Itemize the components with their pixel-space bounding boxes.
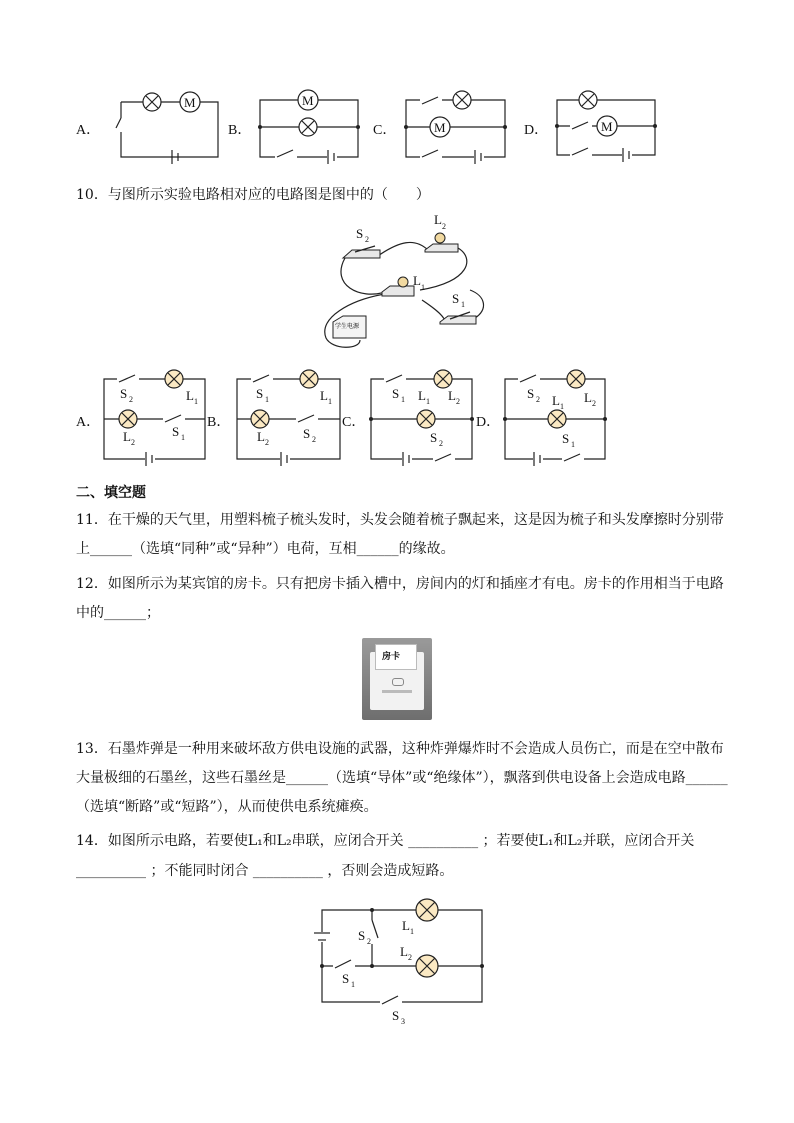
svg-text:1: 1 [461,300,465,309]
question-13-line2: 大量极细的石墨丝，这些石墨丝是______（选填“导体”或“绝缘体”），飘落到供电设备上会造成电路______ [76,770,728,786]
option-b-label: B． [228,123,252,138]
svg-text:L: L [257,429,265,444]
svg-text:1: 1 [410,927,414,936]
question-14-line2: __________ ；不能同时闭合 __________ ，否则会造成短路。 [76,863,454,879]
q10-option-c-label: C． [342,415,366,430]
svg-text:M: M [434,120,446,135]
svg-text:1: 1 [401,395,405,404]
svg-text:M: M [302,93,314,108]
svg-text:1: 1 [194,397,198,406]
question-11-line1: 11．在干燥的天气里，用塑料梳子梳头发时，头发会随着梳子飘起来，这是因为梳子和头发摩擦时分别带 [76,512,724,528]
svg-text:1: 1 [571,440,575,449]
svg-text:2: 2 [365,235,369,244]
svg-text:S: S [256,386,264,401]
svg-text:3: 3 [401,1017,405,1026]
svg-text:M: M [601,119,613,134]
svg-text:2: 2 [131,438,135,447]
option-d-label: D． [524,123,549,138]
svg-text:2: 2 [536,395,540,404]
svg-text:S: S [392,386,400,401]
svg-text:S: S [527,386,535,401]
svg-text:S: S [356,226,364,241]
svg-text:S: S [562,431,570,446]
svg-text:S: S [392,1008,400,1023]
svg-text:M: M [184,95,196,110]
svg-text:L: L [413,273,421,288]
svg-text:2: 2 [129,395,133,404]
svg-text:L: L [123,429,131,444]
q10-option-d-label: D． [476,415,501,430]
svg-text:S: S [303,426,311,441]
svg-text:2: 2 [312,435,316,444]
svg-text:L: L [448,388,456,403]
q10-option-b-label: B． [207,415,231,430]
svg-text:L: L [400,944,408,959]
svg-text:1: 1 [265,395,269,404]
svg-text:L: L [552,393,560,408]
svg-text:1: 1 [426,397,430,406]
svg-text:1: 1 [351,980,355,989]
question-13-line3: （选填“断路”或“短路”），从而使供电系统瘫痪。 [76,799,378,815]
svg-text:2: 2 [456,397,460,406]
question-14-line1: 14．如图所示电路，若要使L₁和L₂串联，应闭合开关 __________ ；若要使L₁和L₂并联，应闭合开关 [76,833,695,849]
option-a-label: A． [76,123,101,138]
svg-text:S: S [430,430,438,445]
svg-text:L: L [320,388,328,403]
question-11-line2: 上______（选填“同种”或“异种”）电荷，互相______的缘故。 [76,541,455,557]
svg-text:2: 2 [367,937,371,946]
svg-text:S: S [342,971,350,986]
svg-text:2: 2 [265,438,269,447]
svg-text:2: 2 [442,222,446,231]
q10-option-a-label: A． [76,415,101,430]
svg-text:学生电源: 学生电源 [335,323,360,330]
question-13-line1: 13．石墨炸弹是一种用来破坏敌方供电设施的武器，这种炸弹爆炸时不会造成人员伤亡，而是在空中散布 [76,741,724,757]
svg-text:1: 1 [181,433,185,442]
question-10-stem: 10．与图所示实验电路相对应的电路图是图中的（ ） [76,187,430,203]
svg-text:S: S [172,424,180,439]
svg-text:1: 1 [328,397,332,406]
svg-text:2: 2 [408,953,412,962]
svg-text:L: L [584,390,592,405]
svg-text:S: S [120,386,128,401]
question-12-line1: 12．如图所示为某宾馆的房卡。只有把房卡插入槽中，房间内的灯和插座才有电。房卡的作用相当于电路 [76,576,724,592]
svg-text:L: L [418,388,426,403]
svg-text:1: 1 [560,402,564,411]
svg-text:1: 1 [421,283,425,292]
svg-text:L: L [434,212,442,227]
svg-text:2: 2 [592,399,596,408]
question-12-line2: 中的______； [76,605,160,621]
room-card-label: 房卡 [382,652,401,662]
svg-text:2: 2 [439,439,443,448]
svg-text:S: S [452,291,460,306]
svg-text:L: L [186,388,194,403]
svg-text:L: L [402,918,410,933]
svg-text:S: S [358,928,366,943]
option-c-label: C． [373,123,397,138]
section-heading: 二、填空题 [76,485,146,501]
